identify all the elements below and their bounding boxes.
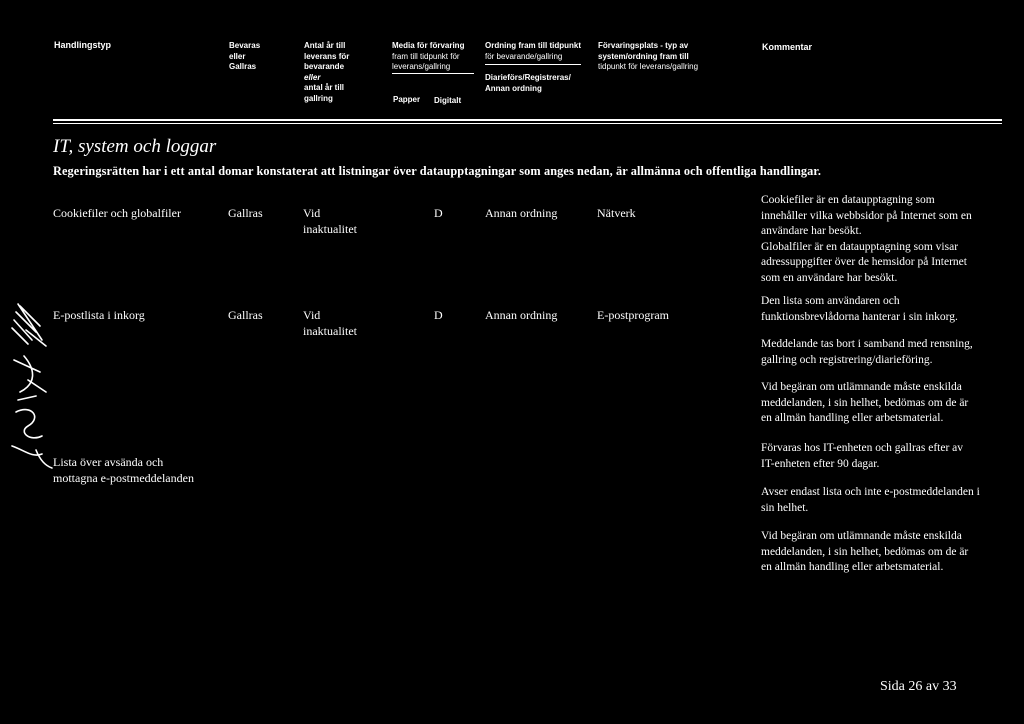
row2-comment-line: Vid begäran om utlämnande måste enskilda xyxy=(761,381,962,393)
row2-antal-line: inaktualitet xyxy=(303,323,357,338)
row2-comment-line: funktionsbrevlådorna hanterar i sin inkorg. xyxy=(761,310,958,323)
row2-comment-line: Den lista som användaren och xyxy=(761,295,900,307)
header-antal-line: bevarande xyxy=(304,62,345,71)
row1-comment-line: Cookiefiler är en dataupptagning som xyxy=(761,194,935,206)
row3-comment-line: Förvaras hos IT-enheten och gallras efter av xyxy=(761,442,964,454)
header-ordning-sub-line: Annan ordning xyxy=(485,83,542,93)
row1-media: D xyxy=(434,206,443,220)
row3-comment-line: IT-enheten efter 90 dagar. xyxy=(761,457,880,470)
row2-comment-line: gallring och registrering/diarieföring. xyxy=(761,353,933,366)
row2-ordning: Annan ordning xyxy=(485,308,558,322)
header-ordning-line: Ordning fram till tidpunkt xyxy=(485,41,581,50)
row2-comment-line: meddelanden, i sin helhet, bedömas om de är xyxy=(761,396,969,409)
header-antal xyxy=(304,41,349,104)
row2-media: D xyxy=(434,308,443,322)
header-ordning xyxy=(485,41,581,62)
row3-comment-line: meddelanden, i sin helhet, bedömas om de är xyxy=(761,545,969,558)
header-media-line: Media för förvaring xyxy=(392,41,465,50)
header-rule-thin xyxy=(53,123,1002,124)
header-media-papper: Papper xyxy=(393,95,421,104)
header-ordning-sub xyxy=(485,73,571,94)
row1-comment-line: Globalfiler är en dataupptagning som visar xyxy=(761,240,959,253)
row3-comment-3 xyxy=(761,529,997,576)
row3-comment-line: Avser endast lista och inte e-postmeddelanden i xyxy=(761,486,980,498)
row2-plats: E-postprogram xyxy=(597,308,669,322)
header-forvaringsplats-line: tidpunkt för leverans/gallring xyxy=(598,62,699,71)
header-forvaringsplats-line: Förvaringsplats - typ av xyxy=(598,41,689,50)
row1-ordning: Annan ordning xyxy=(485,206,558,220)
header-bevaras-line: Bevaras xyxy=(229,41,261,50)
row2-comment-line: en allmän handling eller arbetsmaterial. xyxy=(761,412,944,424)
row3-comment-line: en allmän handling eller arbetsmaterial. xyxy=(761,561,944,573)
row1-antal xyxy=(303,206,357,237)
handwritten-signature-icon xyxy=(6,300,58,470)
row1-comment xyxy=(761,193,997,286)
page-number: Sida 26 av 33 xyxy=(880,679,957,694)
row1-handlingstyp: Cookiefiler och globalfiler xyxy=(53,206,181,220)
row2-bevaras: Gallras xyxy=(228,308,263,322)
header-antal-line: antal år till xyxy=(304,83,345,92)
row1-antal-line: inaktualitet xyxy=(303,221,357,236)
row2-handlingstyp: E-postlista i inkorg xyxy=(53,308,145,322)
header-handlingstyp: Handlingstyp xyxy=(54,40,112,50)
header-media-digitalt: Digitalt xyxy=(434,96,462,105)
section-intro: Regeringsrätten har i ett antal domar konstaterat att listningar över dataupptagningar som anges nedan, är allmänna och offentliga handlingar. xyxy=(53,164,821,178)
header-ordning-sub-line: Diarieförs/Registreras/ xyxy=(485,73,571,82)
row3-handlingstyp-line: mottagna e-postmeddelanden xyxy=(53,470,194,485)
header-forvaringsplats-line: system/ordning fram till xyxy=(598,51,689,61)
row3-comment-2 xyxy=(761,485,997,516)
row2-comment-3 xyxy=(761,380,997,427)
row1-plats: Nätverk xyxy=(597,206,636,220)
row3-handlingstyp-line: Lista över avsända och xyxy=(53,455,164,469)
header-kommentar: Kommentar xyxy=(762,42,813,52)
header-antal-line: eller xyxy=(304,72,321,82)
header-ordning-divider xyxy=(485,64,581,65)
row1-comment-line: användare har besökt. xyxy=(761,225,862,237)
row2-comment-1 xyxy=(761,294,997,325)
header-rule-thick xyxy=(53,119,1002,121)
row2-antal xyxy=(303,308,357,339)
header-bevaras-line: eller xyxy=(229,51,246,61)
row1-comment-line: som en användare har besökt. xyxy=(761,271,898,284)
header-forvaringsplats xyxy=(598,41,698,73)
row3-handlingstyp xyxy=(53,455,194,486)
row1-antal-line: Vid xyxy=(303,206,321,220)
row2-antal-line: Vid xyxy=(303,308,321,322)
header-media xyxy=(392,41,464,73)
header-media-line: leverans/gallring xyxy=(392,62,451,71)
header-antal-line: Antal år till xyxy=(304,41,346,50)
row1-bevaras: Gallras xyxy=(228,206,263,220)
row1-comment-line: innehåller vilka webbsidor på Internet som en xyxy=(761,209,972,222)
header-antal-line: leverans för xyxy=(304,51,350,61)
header-antal-line: gallring xyxy=(304,93,333,103)
header-bevaras xyxy=(229,41,260,73)
row1-comment-line: adressuppgifter över de hemsidor på Internet xyxy=(761,256,967,268)
header-media-line: fram till tidpunkt för xyxy=(392,51,460,61)
header-media-divider xyxy=(392,73,474,74)
header-bevaras-line: Gallras xyxy=(229,62,257,71)
row3-comment-line: sin helhet. xyxy=(761,501,809,514)
header-ordning-line: för bevarande/gallring xyxy=(485,51,563,61)
row3-comment-line: Vid begäran om utlämnande måste enskilda xyxy=(761,530,962,542)
row2-comment-line: Meddelande tas bort i samband med rensning, xyxy=(761,338,973,350)
row3-comment-1 xyxy=(761,441,997,472)
row2-comment-2 xyxy=(761,337,997,368)
section-title: IT, system och loggar xyxy=(53,136,217,157)
